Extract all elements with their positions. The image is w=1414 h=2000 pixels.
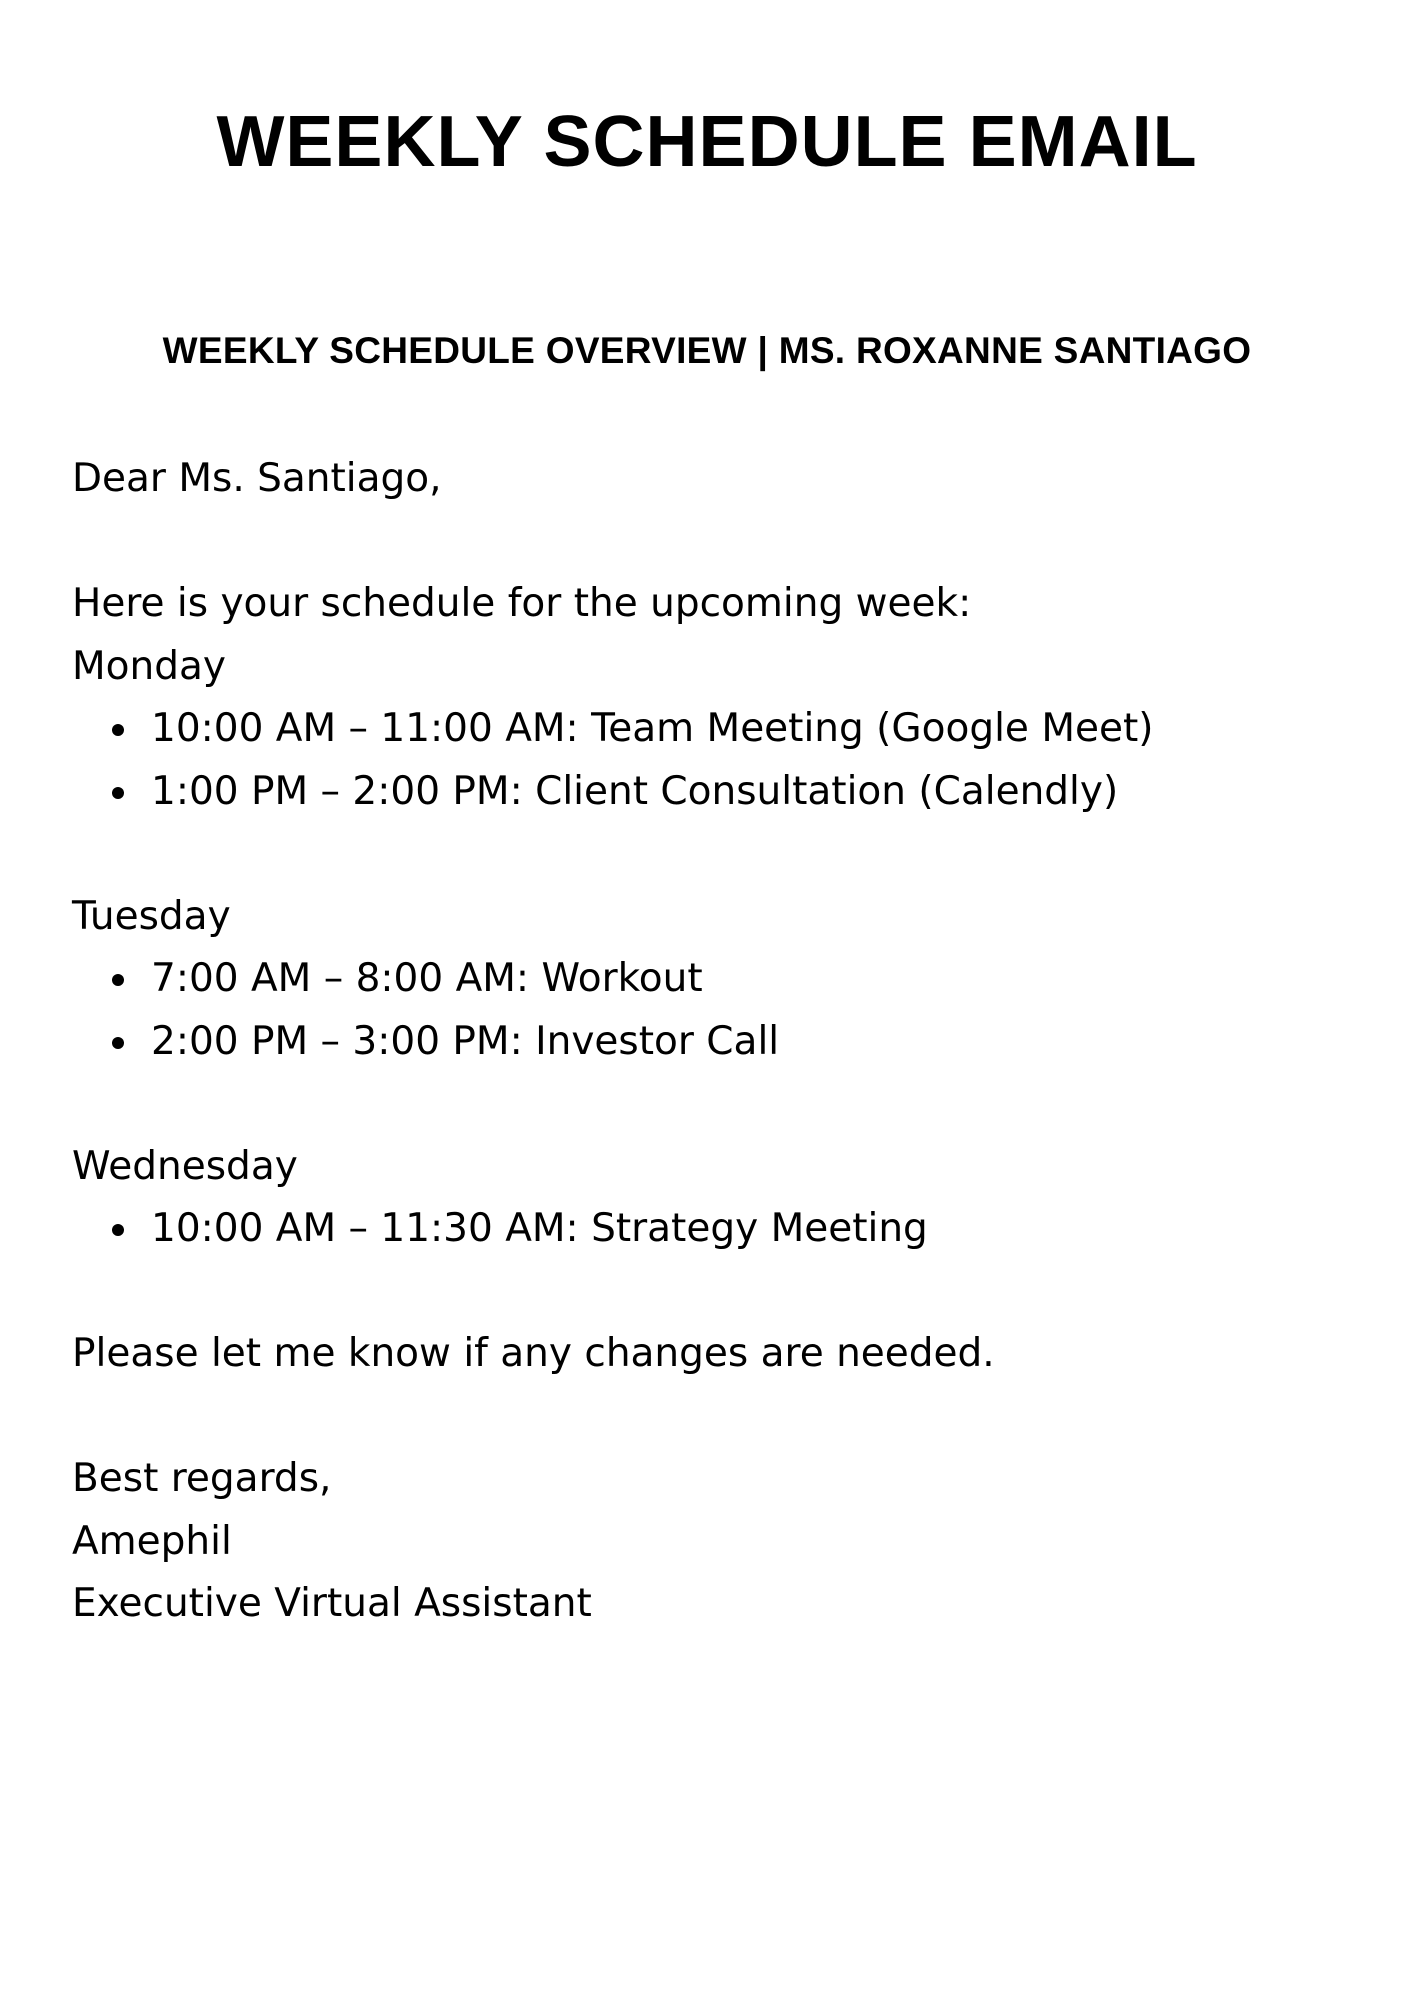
sender-name: Amephil — [72, 1518, 232, 1564]
schedule-item — [72, 1198, 1352, 1261]
day-heading-tuesday: Tuesday — [72, 893, 231, 939]
schedule-item — [72, 1011, 1352, 1074]
schedule-item-text: 7:00 AM – 8:00 AM: Workout — [151, 956, 703, 1001]
day-heading-wednesday: Wednesday — [72, 1143, 298, 1189]
sender-title: Executive Virtual Assistant — [72, 1581, 592, 1626]
closing-request: Please let me know if any changes are needed. — [72, 1331, 995, 1376]
schedule-item-text: 1:00 PM – 2:00 PM: Client Consultation (Calendly) — [151, 768, 1119, 814]
spacer — [72, 1261, 1352, 1324]
email-body — [72, 448, 1352, 1636]
day-heading-monday: Monday — [72, 643, 226, 689]
schedule-item-text: 10:00 AM – 11:30 AM: Strategy Meeting — [151, 1206, 928, 1251]
page-title: WEEKLY SCHEDULE EMAIL — [216, 102, 1198, 182]
signoff: Best regards, — [72, 1456, 332, 1501]
schedule-item — [72, 948, 1352, 1011]
schedule-item-text: 10:00 AM – 11:00 AM: Team Meeting (Google Meet) — [151, 706, 1154, 751]
spacer — [72, 1073, 1352, 1136]
schedule-item — [72, 761, 1352, 824]
greeting: Dear Ms. Santiago, — [72, 456, 442, 501]
schedule-item-text: 2:00 PM – 3:00 PM: Investor Call — [151, 1018, 780, 1064]
bullet-icon — [112, 724, 124, 736]
email-subject: WEEKLY SCHEDULE OVERVIEW | MS. ROXANNE SANTIAGO — [162, 330, 1252, 371]
bullet-icon — [112, 1224, 124, 1236]
bullet-icon — [112, 787, 124, 799]
spacer — [72, 823, 1352, 886]
schedule-item — [72, 698, 1352, 761]
spacer — [72, 1386, 1352, 1449]
spacer — [72, 511, 1352, 574]
bullet-icon — [112, 1037, 124, 1049]
schedule-list-tuesday — [72, 948, 1352, 1073]
schedule-list-monday — [72, 698, 1352, 823]
bullet-icon — [112, 974, 124, 986]
intro-text: Here is your schedule for the upcoming week: — [72, 581, 972, 626]
schedule-list-wednesday — [72, 1198, 1352, 1261]
